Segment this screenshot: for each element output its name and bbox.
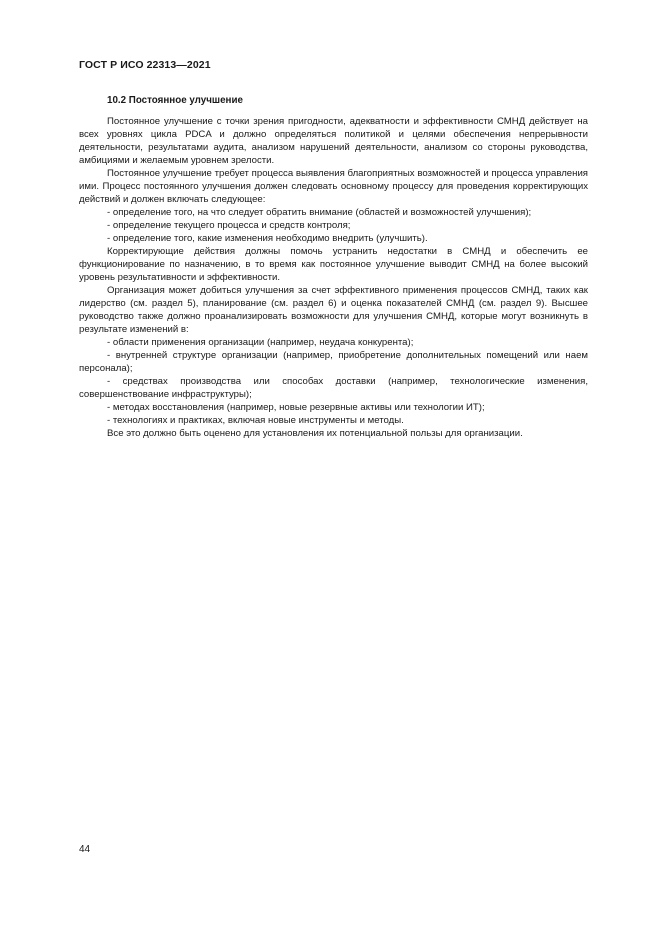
paragraph-2: Постоянное улучшение требует процесса выявления благоприятных возможностей и процесса управления ими. Процесс постоянного улучшения должен следовать основному процессу для проведения корректирующих действий и должен включать следующее: [79,168,588,205]
document-body [79,94,588,440]
paragraph-5: Все это должно быть оценено для установления их потенциальной пользы для организации. [107,428,523,439]
list-item: - технологиях и практиках, включая новые инструменты и методы. [107,415,404,426]
list-item: - средствах производства или способах доставки (например, технологические изменения, совершенствование инфраструктуры); [79,376,588,400]
list-item: - определение текущего процесса и средств контроля; [107,220,351,231]
list-item: - методах восстановления (например, новые резервные активы или технологии ИТ); [107,402,485,413]
document-header: ГОСТ Р ИСО 22313—2021 [79,59,211,71]
section-title: 10.2 Постоянное улучшение [107,95,243,106]
list-item: - определение того, на что следует обратить внимание (областей и возможностей улучшения); [107,207,532,218]
list-item: - определение того, какие изменения необходимо внедрить (улучшить). [107,233,428,244]
list-item: - области применения организации (например, неудача конкурента); [107,337,414,348]
paragraph-4: Организация может добиться улучшения за счет эффективного применения процессов СМНД, таких как лидерство (см. раздел 5), планирование (см. раздел 6) и оценка показателей СМНД (см. раздел 9). Высшее руководство также должно проанализировать возможности для улучшения СМНД, которые могут возникнуть в результате изменений в: [79,285,588,335]
paragraph-3: Корректирующие действия должны помочь устранить недостатки в СМНД и обеспечить ее функционирование по назначению, в то время как постоянное улучшение выводит СМНД на более высокий уровень результативности и эффективности. [79,246,588,283]
page-number: 44 [79,844,91,855]
list-item: - внутренней структуре организации (например, приобретение дополнительных помещений или наем персонала); [79,350,588,374]
paragraph-1: Постоянное улучшение с точки зрения пригодности, адекватности и эффективности СМНД действует на всех уровнях цикла PDCA и должно определяться политикой и целями обеспечения непрерывности деятельности, результатами аудита, анализом нарушений деятельности, анализом со стороны руководства, амбициями и желаемым уровнем зрелости. [79,116,588,166]
